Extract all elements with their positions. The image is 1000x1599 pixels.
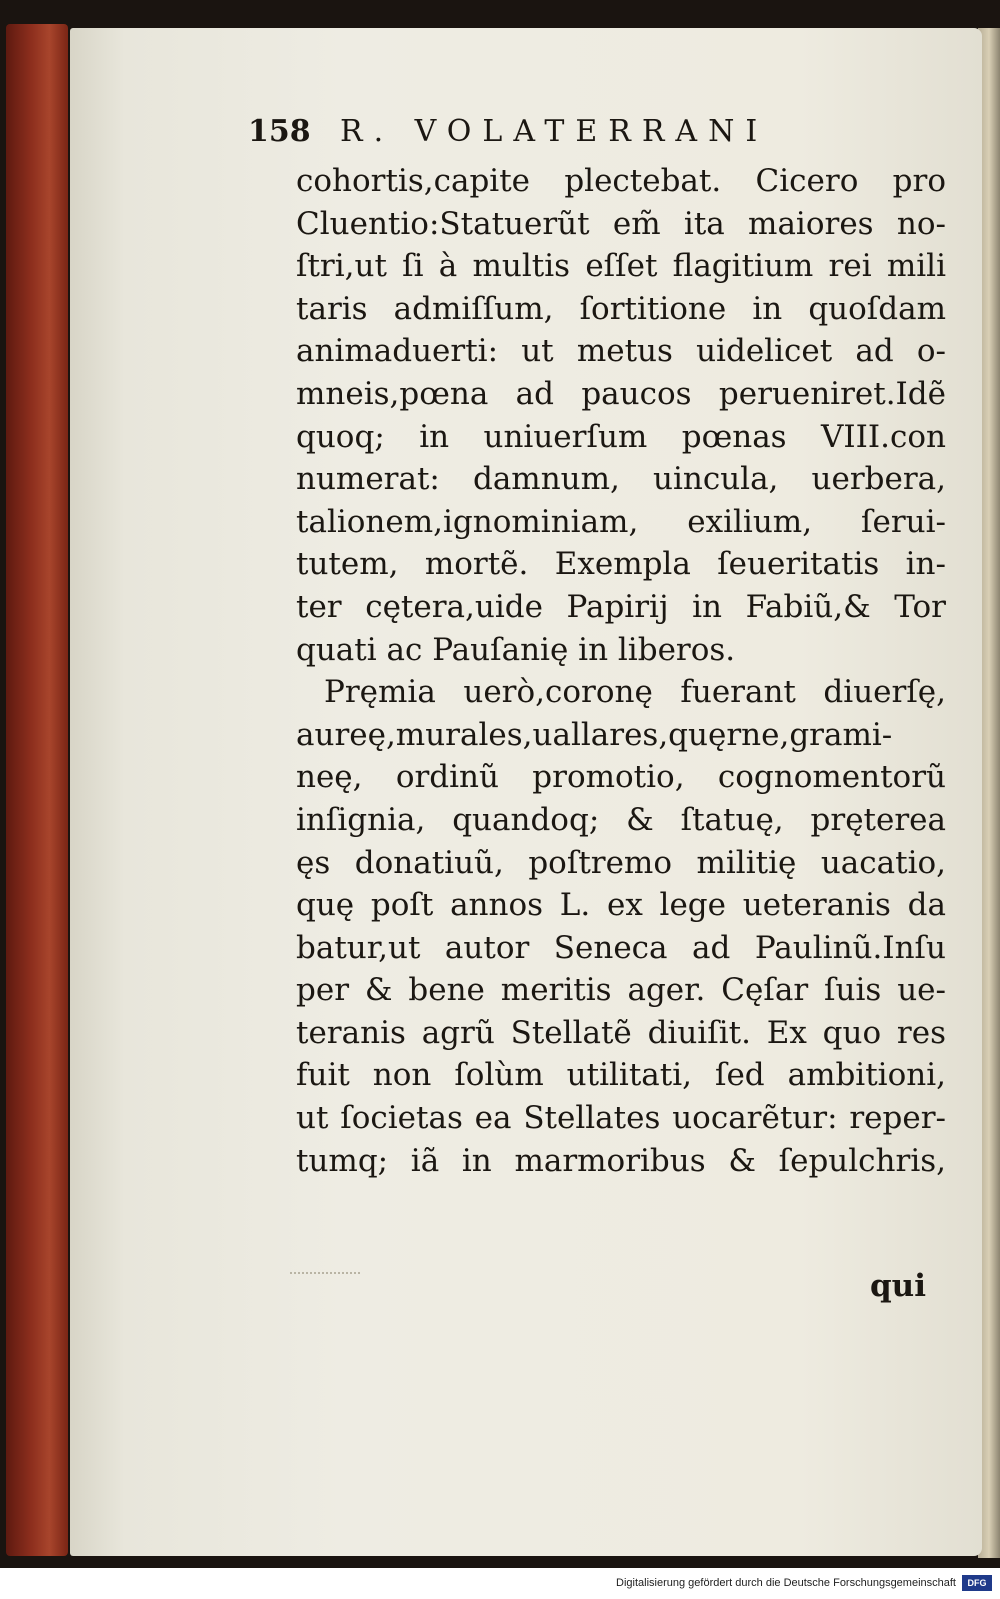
text-line: mneis,pœna ad paucos perueniret.Idẽ [296, 375, 946, 412]
text-line-paragraph-end: quati ac Pauſanię in liberos. [296, 631, 736, 668]
text-line: cohortis,capite plectebat. Cicero pro [296, 163, 946, 199]
digitization-footer [0, 1568, 1000, 1599]
faint-offset-mark [290, 1272, 360, 1288]
text-line: tumq; iã in marmoribus & ſepulchris, [296, 1142, 946, 1179]
text-line: taris admiſſum, ſortitione in quoſdam [296, 290, 946, 327]
text-line: batur,ut autor Seneca ad Paulinũ.Inſu [296, 929, 946, 966]
funding-credit: Digitalisierung gefördert durch die Deutsche Forschungsgemeinschaft [616, 1577, 956, 1589]
text-line: talionem,ignominiam, exilium, ſerui- [296, 503, 946, 540]
text-line: tutem, mortẽ. Exempla ſeueritatis in- [296, 546, 946, 583]
text-line: inſignia, quandoq; & ſtatuę, pręterea [296, 801, 946, 838]
running-title: R. VOLATERRANI [340, 114, 769, 149]
text-line: neę, ordinũ promotio, cognomentorũ [296, 759, 946, 796]
text-line: Cluentio:Statuerũt em̃ ita maiores no- [296, 205, 946, 242]
page-header [248, 112, 948, 156]
dfg-logo: DFG [962, 1575, 992, 1591]
catchword: qui [870, 1268, 926, 1304]
text-line: fuit non ſolùm utilitati, ſed ambitioni, [296, 1057, 946, 1094]
text-line: quę poſt annos L. ex lege ueteranis da [296, 887, 946, 924]
text-line: animaduerti: ut metus uidelicet ad o- [296, 333, 946, 370]
folio-number: 158 [248, 114, 311, 149]
text-line: ęs donatiuũ, poſtremo militię uacatio, [296, 844, 946, 881]
text-line: ut ſocietas ea Stellates uocarẽtur: reper- [296, 1100, 946, 1137]
red-binding-edge [6, 24, 68, 1556]
text-line: teranis agrũ Stellatẽ diuiſit. Ex quo res [296, 1014, 946, 1051]
text-line: ter cętera,uide Papirij in Fabiũ,& Tor [296, 588, 946, 625]
text-line: aureę,murales,uallares,quęrne,grami- [296, 716, 893, 753]
text-block [296, 160, 946, 1182]
text-line-paragraph-start: Pręmia uerò,coronę fuerant diuerſę, [324, 674, 946, 711]
text-line: quoq; in uniuerſum pœnas VIII.con [296, 418, 946, 455]
text-line: ſtri,ut ſi à multis eſſet flagitium rei mili [296, 248, 946, 285]
text-line: numerat: damnum, uincula, uerbera, [296, 461, 946, 498]
text-line: per & bene meritis ager. Cęſar ſuis ue- [296, 972, 946, 1009]
